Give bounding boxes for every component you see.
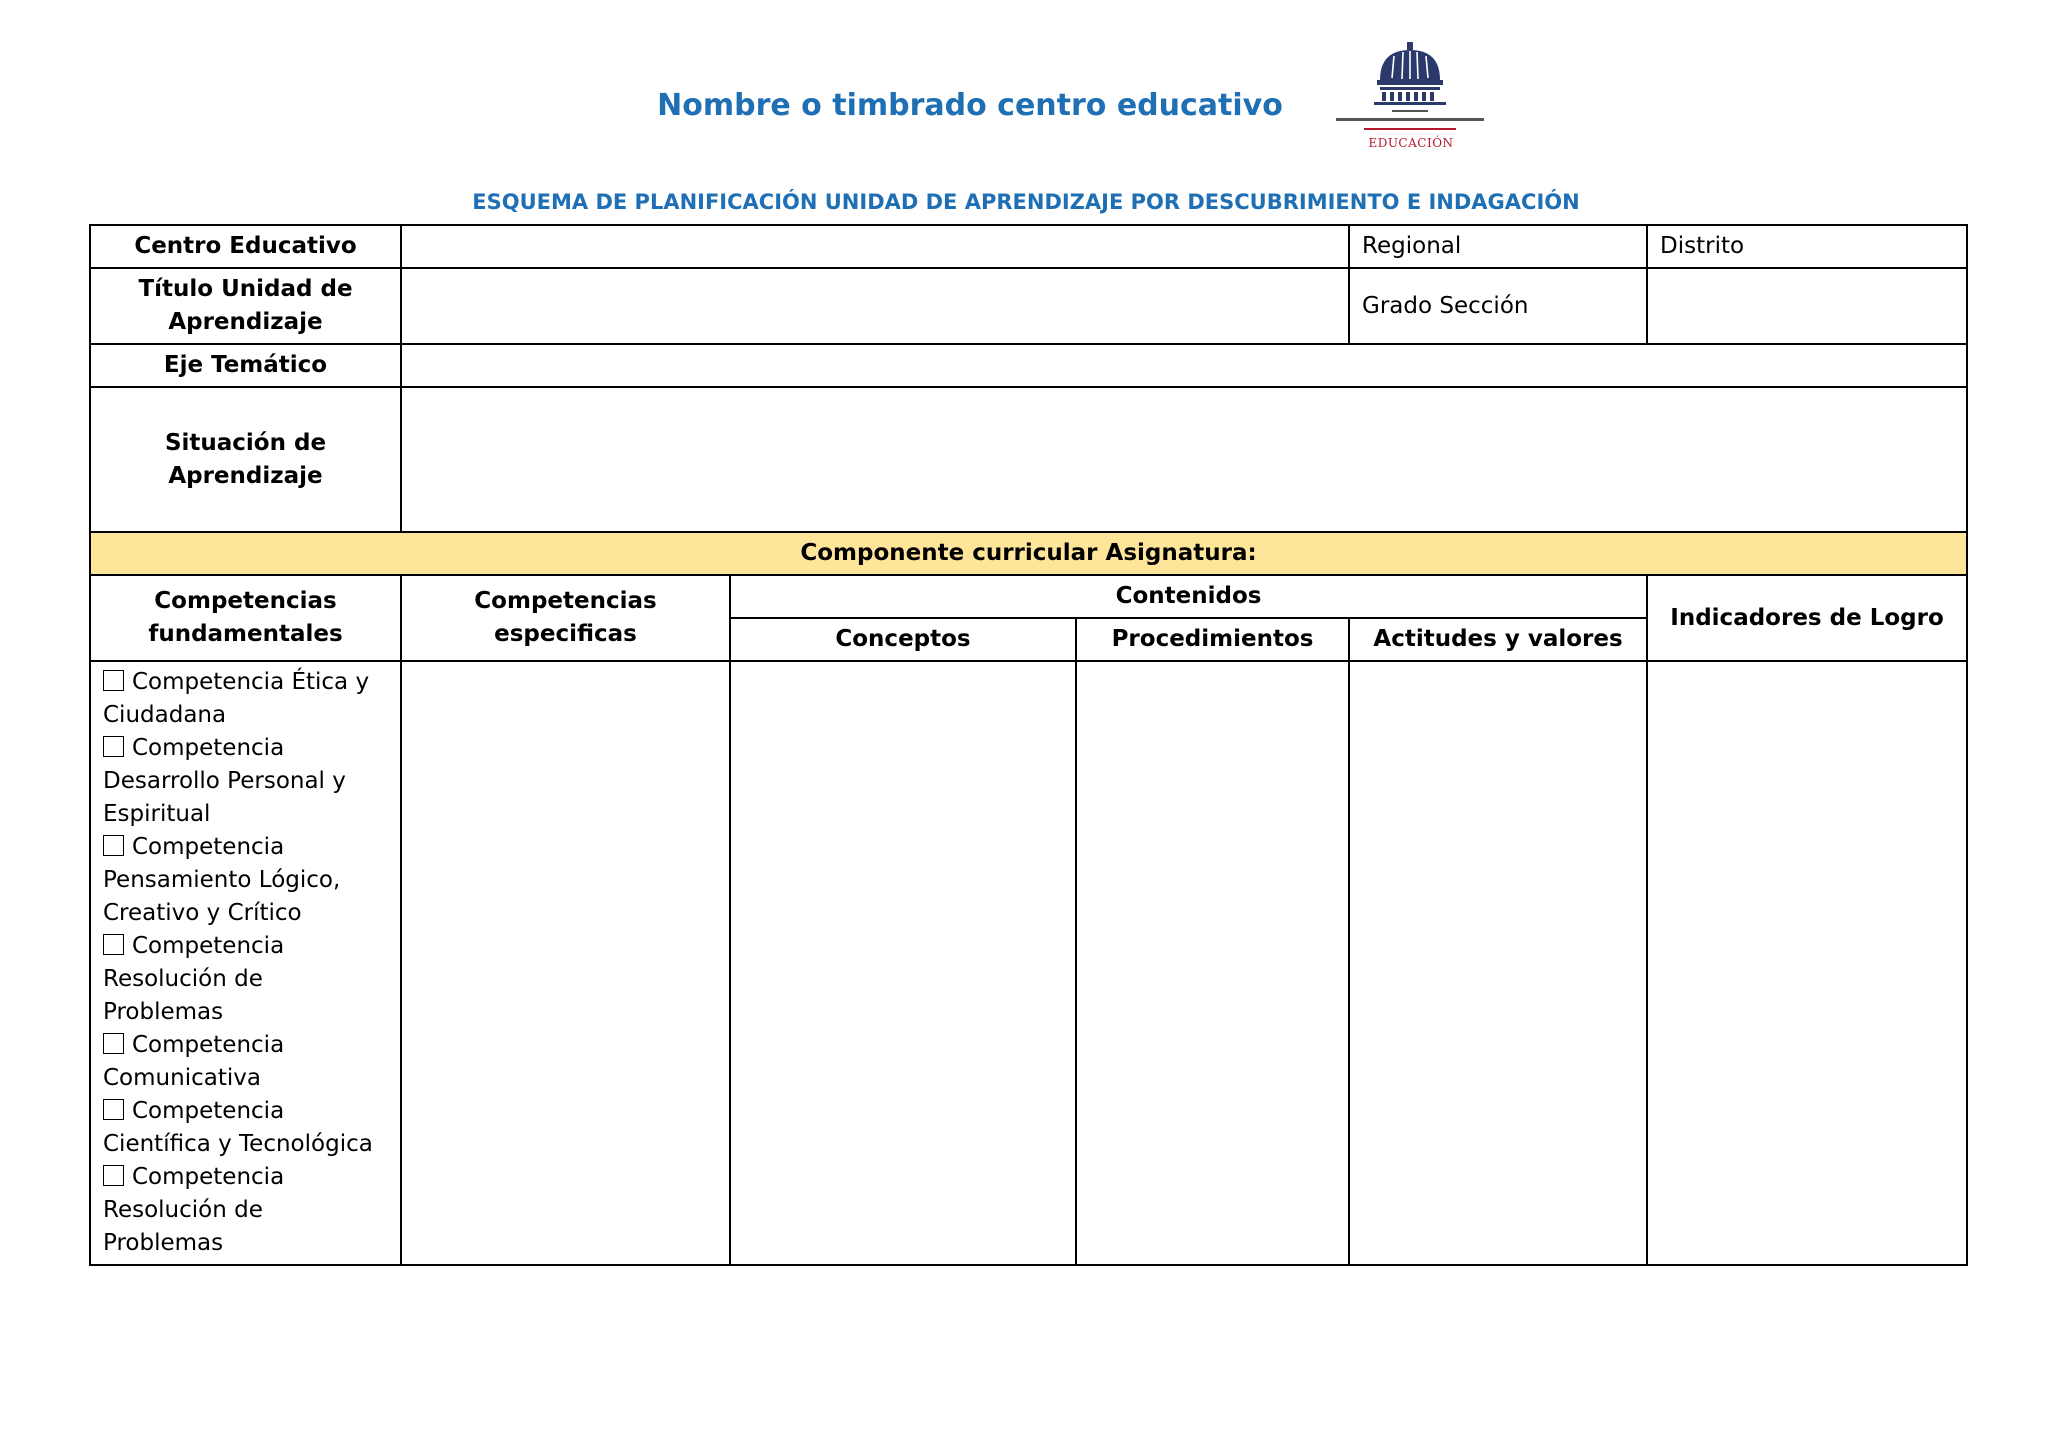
competencia-item[interactable]: Competencia Desarrollo Personal y Espiritual (103, 735, 346, 827)
competencias-especificas-cell[interactable] (401, 661, 730, 1265)
centro-educativo-label: Centro Educativo (90, 225, 401, 268)
grado-seccion-field[interactable] (1647, 268, 1967, 344)
conceptos-cell[interactable] (730, 661, 1076, 1265)
competencia-item[interactable]: Competencia Resolución de Problemas (103, 1164, 285, 1256)
eje-tematico-field[interactable] (401, 344, 1967, 387)
distrito-field[interactable]: Distrito (1647, 225, 1967, 268)
indicadores-logro-header: Indicadores de Logro (1647, 575, 1967, 661)
indicadores-logro-cell[interactable] (1647, 661, 1967, 1265)
actitudes-valores-header: Actitudes y valores (1349, 618, 1647, 661)
competencia-item[interactable]: Competencia Pensamiento Lógico, Creativo y Crítico (103, 834, 341, 926)
procedimientos-header: Procedimientos (1076, 618, 1349, 661)
checkbox-icon[interactable] (103, 670, 124, 691)
actitudes-valores-cell[interactable] (1349, 661, 1647, 1265)
titulo-unidad-label: Título Unidad de Aprendizaje (90, 268, 401, 344)
situacion-aprendizaje-field[interactable] (401, 387, 1967, 532)
competencias-especificas-header: Competencias especificas (401, 575, 730, 661)
checkbox-icon[interactable] (103, 835, 124, 856)
document-subtitle: ESQUEMA DE PLANIFICACIÓN UNIDAD DE APRENDIZAJE POR DESCUBRIMIENTO E INDAGACIÓN (472, 190, 1580, 214)
competencia-item[interactable]: Competencia Resolución de Problemas (103, 933, 285, 1025)
componente-curricular-bar: Componente curricular Asignatura: (90, 532, 1967, 575)
centro-educativo-field[interactable] (401, 225, 1349, 268)
conceptos-header: Conceptos (730, 618, 1076, 661)
checkbox-icon[interactable] (103, 934, 124, 955)
grado-seccion-label: Grado Sección (1349, 268, 1647, 344)
procedimientos-cell[interactable] (1076, 661, 1349, 1265)
eje-tematico-label: Eje Temático (90, 344, 401, 387)
situacion-aprendizaje-label: Situación de Aprendizaje (90, 387, 401, 532)
planning-table (89, 224, 1968, 1266)
competencia-item[interactable]: Competencia Científica y Tecnológica (103, 1098, 373, 1157)
checkbox-icon[interactable] (103, 1099, 124, 1120)
checkbox-icon[interactable] (103, 1033, 124, 1054)
titulo-unidad-field[interactable] (401, 268, 1349, 344)
page-title: Nombre o timbrado centro educativo (657, 88, 1283, 123)
competencias-list (90, 661, 401, 1265)
competencia-item[interactable]: Competencia Comunicativa (103, 1032, 285, 1091)
contenidos-header: Contenidos (730, 575, 1647, 618)
regional-field[interactable]: Regional (1349, 225, 1647, 268)
checkbox-icon[interactable] (103, 1165, 124, 1186)
checkbox-icon[interactable] (103, 736, 124, 757)
competencia-item[interactable]: Competencia Ética y Ciudadana (103, 669, 370, 728)
logo-caption: EDUCACIÓN (1368, 136, 1454, 150)
competencias-fundamentales-header: Competencias fundamentales (90, 575, 401, 661)
